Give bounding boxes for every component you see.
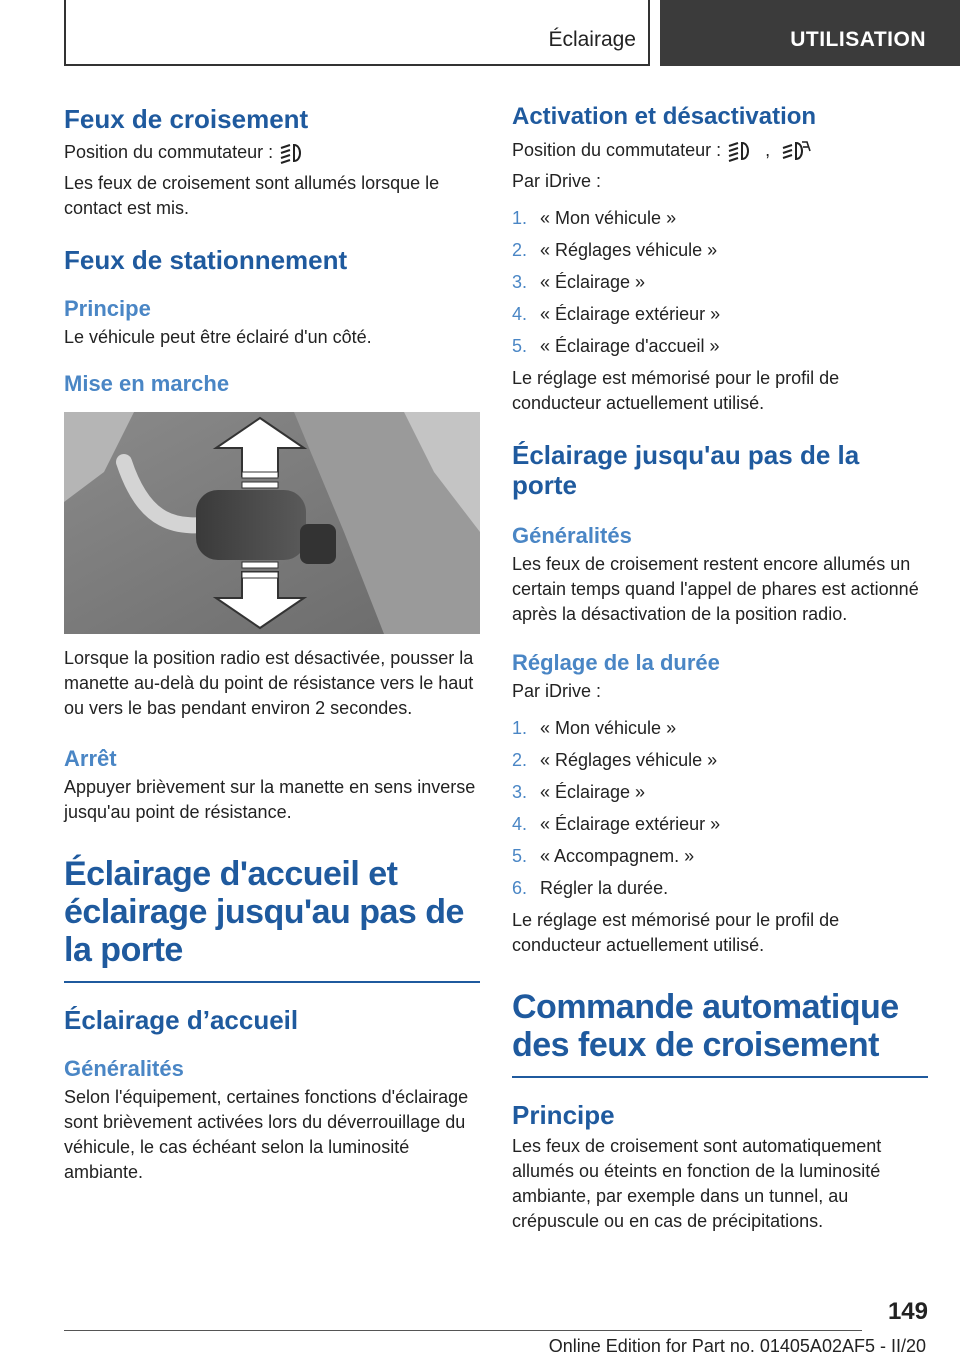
- footer-edition: [64, 1336, 926, 1357]
- activation-steps: [512, 206, 928, 359]
- auto-heading-rule: [512, 1076, 928, 1078]
- footer-rule: [64, 1330, 862, 1331]
- parking-principle-text: Le véhicule peut être éclairé d'un côté.: [64, 327, 372, 347]
- list-text: « Réglages véhicule »: [540, 240, 718, 260]
- activation-switch-label: Position du commutateur :: [512, 140, 727, 160]
- door-steps: [512, 716, 928, 901]
- door-general-text: Les feux de croisement restent encore allumés un certain temps quand l'appel de phares est actionné après la désactivation de la position radio.: [512, 554, 919, 624]
- list-item: [512, 844, 928, 869]
- list-text: « Accompagnem. »: [540, 846, 695, 866]
- list-item: [512, 716, 928, 741]
- list-text: « Éclairage extérieur »: [540, 814, 721, 834]
- stalk-illustration-drawing: [64, 412, 480, 634]
- welcome-heading: Éclairage d'accueil et éclairage jusqu'au pas de la porte: [64, 855, 464, 969]
- parking-principle-heading: Principe: [64, 296, 151, 321]
- activation-note: Le réglage est mémorisé pour le profil de conducteur actuellement utilisé.: [512, 368, 840, 413]
- list-item: [512, 238, 928, 263]
- list-item: [512, 780, 928, 805]
- page-number: 149: [887, 1298, 928, 1325]
- parking-on-text: Lorsque la position radio est désactivée, pousser la manette au-delà du point de résistance vers le haut ou vers le bas pendant environ 2 secondes.: [64, 648, 474, 718]
- list-number: 4.: [512, 304, 528, 324]
- list-number: 1.: [512, 718, 528, 738]
- low-beam-heading: Feux de croisement: [64, 104, 309, 134]
- door-note: Le réglage est mémorisé pour le profil de conducteur actuellement utilisé.: [512, 910, 840, 955]
- activation-separator: ,: [765, 140, 771, 160]
- list-number: 4.: [512, 814, 528, 834]
- list-item: [512, 270, 928, 295]
- parking-off-heading: Arrêt: [64, 746, 117, 771]
- activation-idrive: Par iDrive :: [512, 171, 602, 191]
- list-item: [512, 206, 928, 231]
- list-number: 3.: [512, 782, 528, 802]
- welcome-heading-rule: [64, 981, 480, 983]
- activation-heading: Activation et désactivation: [512, 103, 817, 130]
- list-text: « Réglages véhicule »: [540, 750, 718, 770]
- list-item: [512, 748, 928, 773]
- list-number: 1.: [512, 208, 528, 228]
- list-number: 3.: [512, 272, 528, 292]
- door-idrive: Par iDrive :: [512, 681, 602, 701]
- low-beam-switch-label: Position du commutateur :: [64, 142, 279, 162]
- list-text: « Mon véhicule »: [540, 208, 677, 228]
- header-section-title: Éclairage: [548, 28, 636, 51]
- activation-switch-line: [512, 138, 928, 163]
- door-duration-heading: Réglage de la durée: [512, 650, 720, 675]
- low-beam-icon: [726, 140, 754, 162]
- list-text: « Éclairage »: [540, 782, 646, 802]
- parking-on-heading: Mise en marche: [64, 371, 230, 396]
- low-beam-text: Les feux de croisement sont allumés lorsque le contact est mis.: [64, 173, 440, 218]
- auto-principle-text: Les feux de croisement sont automatiquement allumés ou éteints en fonction de la luminosité ambiante, par exemple dans un tunnel, au crépuscule ou en cas de précipitations.: [512, 1136, 882, 1231]
- list-item: [512, 876, 928, 901]
- list-text: « Éclairage extérieur »: [540, 304, 721, 324]
- door-general-heading: Généralités: [512, 523, 632, 548]
- list-number: 6.: [512, 878, 528, 898]
- list-item: [512, 334, 928, 359]
- list-number: 5.: [512, 336, 528, 356]
- door-heading: Éclairage jusqu'au pas de la porte: [512, 440, 860, 500]
- list-text: Régler la durée.: [540, 878, 669, 898]
- footer-edition-text: Online Edition for Part no. 01405A02AF5 - II/20: [548, 1336, 926, 1356]
- parking-off-text: Appuyer brièvement sur la manette en sens inverse jusqu'au point de résistance.: [64, 777, 476, 822]
- low-beam-icon: [278, 142, 306, 164]
- parking-heading: Feux de stationnement: [64, 245, 348, 275]
- list-text: « Mon véhicule »: [540, 718, 677, 738]
- auto-heading: Commande automatique des feux de croisement: [512, 988, 899, 1064]
- list-text: « Éclairage d'accueil »: [540, 336, 720, 356]
- auto-principle-heading: Principe: [512, 1100, 615, 1130]
- list-number: 2.: [512, 240, 528, 260]
- header-tab: [660, 0, 960, 66]
- list-number: 2.: [512, 750, 528, 770]
- list-text: « Éclairage »: [540, 272, 646, 292]
- stalk-illustration: [64, 412, 480, 634]
- auto-headlight-icon: [781, 140, 811, 162]
- welcome-sub-heading: Éclairage d’accueil: [64, 1005, 299, 1035]
- list-number: 5.: [512, 846, 528, 866]
- header-tab-label: UTILISATION: [790, 28, 926, 51]
- list-item: [512, 812, 928, 837]
- welcome-general-heading: Généralités: [64, 1056, 184, 1081]
- welcome-general-text: Selon l'équipement, certaines fonctions d'éclairage sont brièvement activées lors du déverrouillage du véhicule, le cas échéant selon la luminosité ambiante.: [64, 1087, 469, 1182]
- low-beam-switch-line: [64, 140, 480, 165]
- right-column: [512, 96, 928, 1234]
- left-column: [64, 96, 480, 1185]
- list-item: [512, 302, 928, 327]
